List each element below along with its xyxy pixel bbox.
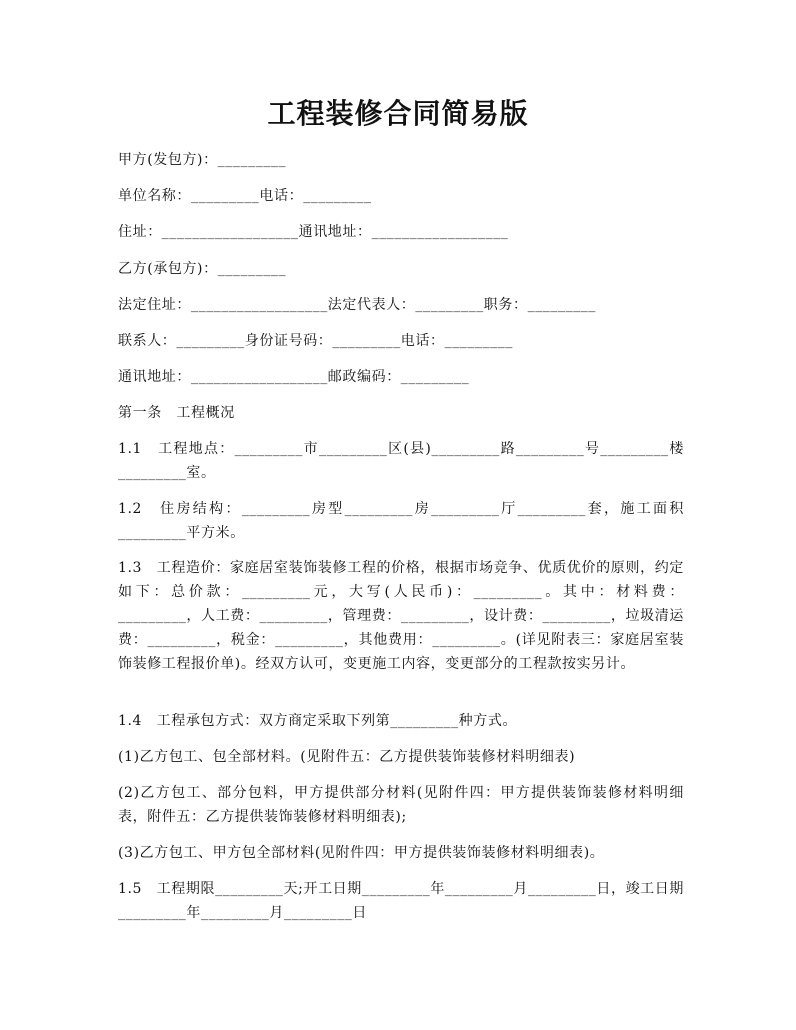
party-b-legal: 法定住址：__________________法定代表人：_________职务：_________: [118, 297, 596, 313]
clause-1-1: 1.1 工程地点：_________市_________区(县)_________路_________号_________楼_________室。: [118, 441, 684, 481]
article-1-heading: 第一条 工程概况: [118, 405, 235, 421]
option-1: (1)乙方包工、包全部材料。(见附件五：乙方提供装饰装修材料明细表): [118, 749, 576, 765]
option-2: (2)乙方包工、部分包料，甲方提供部分材料(见附件四：甲方提供装饰装修材料明细表，附件五：乙方提供装饰装修材料明细表);: [118, 785, 684, 825]
clause-1-4: 1.4 工程承包方式：双方商定采取下列第_________种方式。: [118, 713, 518, 729]
party-b-mail: 通讯地址：__________________邮政编码：_________: [118, 369, 470, 385]
party-b-label: 乙方(承包方)：_________: [118, 261, 287, 277]
party-a-label: 甲方(发包方)：_________: [118, 152, 287, 168]
option-3: (3)乙方包工、甲方包全部材料(见附件四：甲方提供装饰装修材料明细表)。: [118, 845, 605, 861]
clause-1-2: 1.2 住房结构：_________房型_________房_________厅_________套，施工面积_________平方米。: [118, 501, 684, 541]
page-title: 工程装修合同简易版: [267, 97, 529, 130]
clause-1-5: 1.5 工程期限_________天;开工日期_________年_________月_________日，竣工日期_________年_________月_________日: [118, 881, 684, 921]
clause-1-3: 1.3 工程造价：家庭居室装饰装修工程的价格，根据市场竞争、优质优价的原则，约定如下：总价款：_________元，大写(人民币)：_________。其中：材料费：_________，人工费：_________，管理费：_________，设计费：_________，垃圾清运费：_________，税金：_________，其他费用：_________。(详见附表三：家庭居室装饰装修工程报价单)。经双方认可，变更施工内容，变更部分的工程款按实另计。: [118, 560, 684, 672]
party-b-contact: 联系人：_________身份证号码：_________电话：_________: [118, 333, 513, 349]
party-a-unit-phone: 单位名称：_________电话：_________: [118, 188, 372, 204]
party-a-address: 住址：__________________通讯地址：__________________: [118, 224, 509, 240]
